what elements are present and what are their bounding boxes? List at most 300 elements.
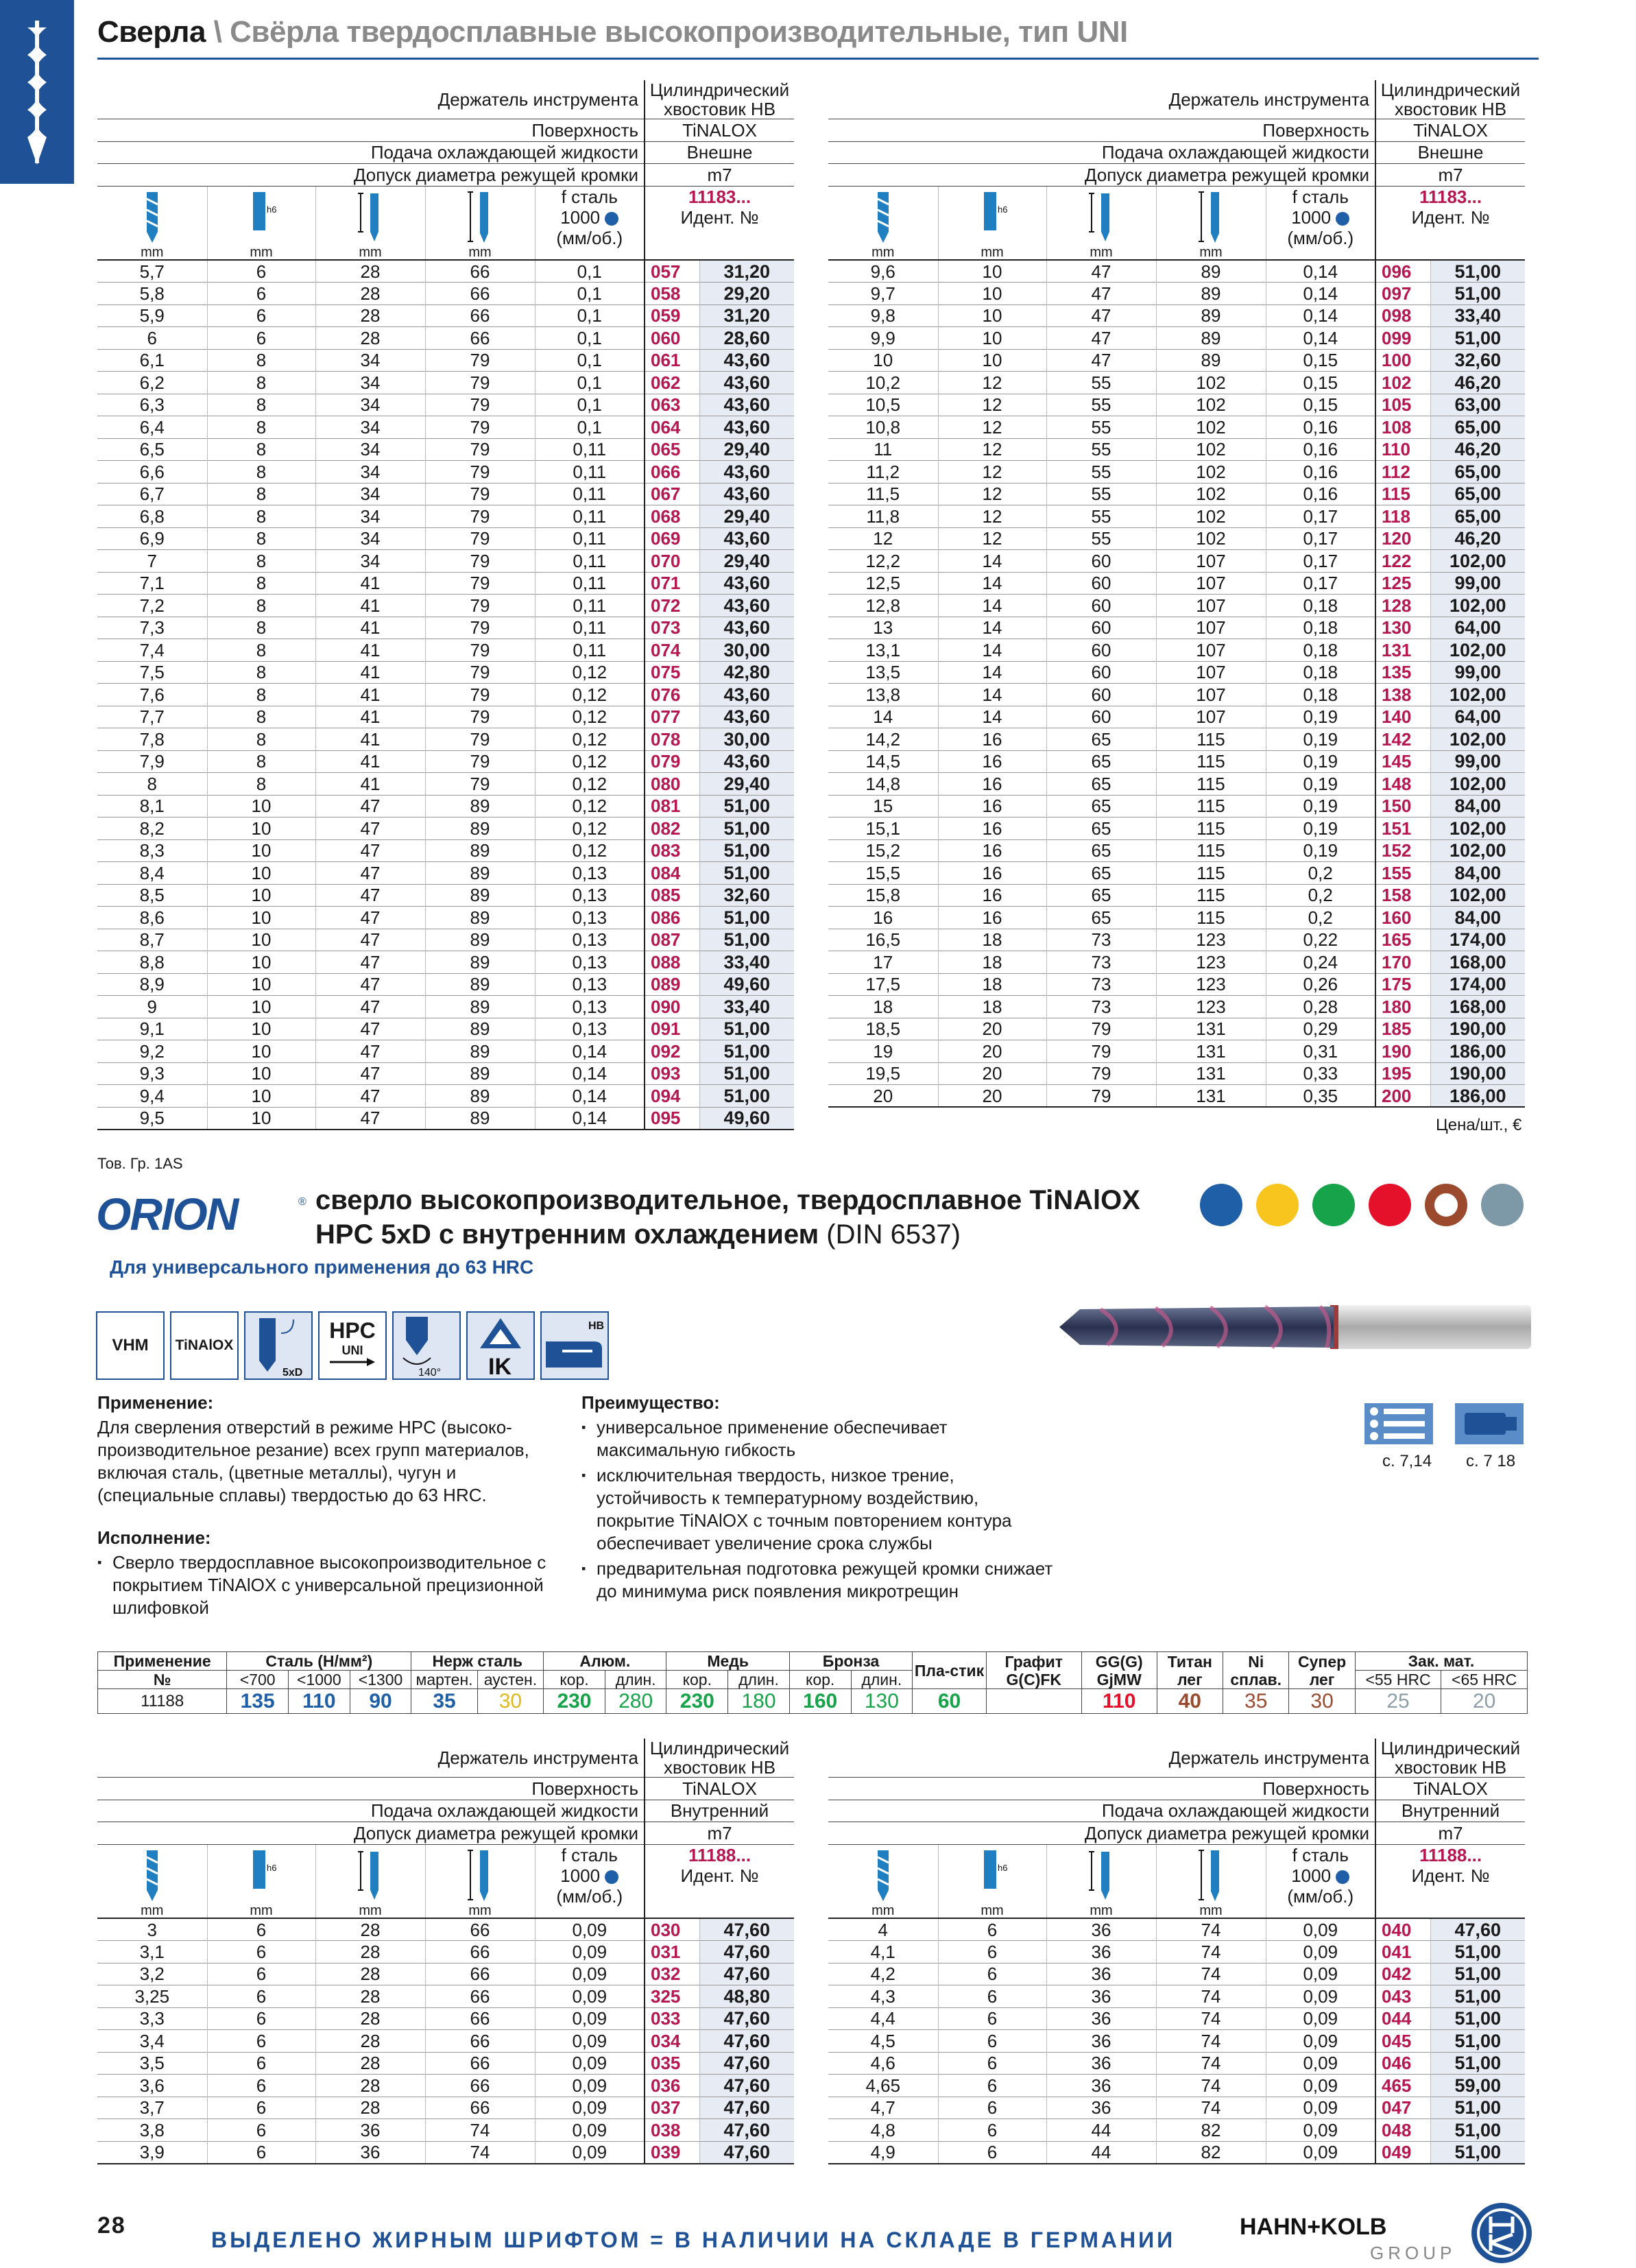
article-code: 059 bbox=[645, 305, 699, 327]
table-row bbox=[828, 706, 1525, 728]
mat-h-alu: Алюм. bbox=[544, 1652, 666, 1671]
cell: 8,6 bbox=[97, 907, 207, 929]
cell: 47 bbox=[1046, 260, 1156, 283]
article-code: 094 bbox=[645, 1085, 699, 1108]
mat-val: 110 bbox=[288, 1689, 350, 1714]
cell: 0,18 bbox=[1266, 617, 1375, 639]
unit-mm: mm bbox=[468, 1903, 492, 1918]
hb-shank-icon bbox=[540, 1311, 609, 1380]
cell: 15 bbox=[828, 795, 938, 817]
cell: 10 bbox=[207, 862, 315, 885]
cell: 7,5 bbox=[97, 661, 207, 684]
article-code: 135 bbox=[1375, 661, 1430, 684]
article-code: 165 bbox=[1375, 929, 1430, 951]
product-table bbox=[97, 80, 794, 1130]
table-row bbox=[828, 728, 1525, 751]
article-code: 105 bbox=[1375, 394, 1430, 416]
cell: 28 bbox=[315, 2075, 425, 2097]
total-length-icon bbox=[1156, 1844, 1266, 1918]
table-row bbox=[828, 661, 1525, 684]
cell: 8 bbox=[207, 639, 315, 662]
cell: 0,19 bbox=[1266, 773, 1375, 796]
article-code: 063 bbox=[645, 394, 699, 416]
cell: 55 bbox=[1046, 505, 1156, 528]
cell: 0,13 bbox=[535, 973, 645, 996]
cell: 14 bbox=[938, 639, 1046, 662]
cell: 0,22 bbox=[1266, 929, 1375, 951]
ident-header: 11188... Идент. № bbox=[645, 1844, 794, 1918]
table-row bbox=[828, 1918, 1525, 1941]
cell: 0,11 bbox=[535, 617, 645, 639]
spec-value: Цилиндрический хвостовик HB bbox=[1375, 80, 1525, 119]
cell: 82 bbox=[1156, 2119, 1266, 2142]
cell: 8 bbox=[207, 572, 315, 595]
price: 51,00 bbox=[699, 907, 794, 929]
mat-h-titanium: Титан лег bbox=[1157, 1652, 1223, 1689]
cell: 47 bbox=[315, 1062, 425, 1085]
cell: 60 bbox=[1046, 684, 1156, 706]
cell: 66 bbox=[425, 2052, 535, 2075]
mat-val: 135 bbox=[227, 1689, 289, 1714]
cell: 0,12 bbox=[535, 728, 645, 751]
cell: 115 bbox=[1156, 884, 1266, 907]
cell: 28 bbox=[315, 2030, 425, 2053]
price: 190,00 bbox=[1430, 1018, 1525, 1040]
cell: 34 bbox=[315, 349, 425, 372]
table-row bbox=[828, 372, 1525, 394]
feed-header: f сталь 1000 (мм/об.) bbox=[535, 186, 645, 260]
cell: 123 bbox=[1156, 996, 1266, 1018]
article-code: 089 bbox=[645, 973, 699, 996]
cell: 0,29 bbox=[1266, 1018, 1375, 1040]
cell: 47 bbox=[315, 884, 425, 907]
cell: 6 bbox=[207, 2141, 315, 2164]
price: 46,20 bbox=[1430, 527, 1525, 550]
mat-sub: <65 HRC bbox=[1441, 1671, 1528, 1689]
article-code: 057 bbox=[645, 260, 699, 283]
article-code: 090 bbox=[645, 996, 699, 1018]
mat-val: 25 bbox=[1355, 1689, 1441, 1714]
table-row bbox=[828, 884, 1525, 907]
cell: 0,19 bbox=[1266, 750, 1375, 773]
article-code: 086 bbox=[645, 907, 699, 929]
cell: 41 bbox=[315, 728, 425, 751]
cell: 89 bbox=[425, 1018, 535, 1040]
cell: 115 bbox=[1156, 817, 1266, 840]
cell: 6 bbox=[207, 2119, 315, 2142]
cell: 12 bbox=[938, 372, 1046, 394]
price: 47,60 bbox=[699, 2052, 794, 2075]
cell: 74 bbox=[1156, 2052, 1266, 2075]
price: 102,00 bbox=[1430, 595, 1525, 617]
article-code: 095 bbox=[645, 1107, 699, 1130]
price: 43,60 bbox=[699, 483, 794, 505]
cell: 115 bbox=[1156, 728, 1266, 751]
advantage-bullet: ▪ предварительная подготовка режущей кромки снижает до минимума риск появления микротрещин bbox=[581, 1557, 1061, 1603]
cell: 0,09 bbox=[535, 2097, 645, 2119]
shank-diameter-icon bbox=[207, 186, 315, 260]
table-row bbox=[828, 394, 1525, 416]
price: 43,60 bbox=[699, 750, 794, 773]
cell: 8 bbox=[207, 349, 315, 372]
cell: 123 bbox=[1156, 929, 1266, 951]
cell: 44 bbox=[1046, 2119, 1156, 2142]
cell: 74 bbox=[1156, 2097, 1266, 2119]
cell: 18,5 bbox=[828, 1018, 938, 1040]
cell: 8 bbox=[207, 617, 315, 639]
drill-diameter-icon bbox=[828, 1844, 938, 1918]
price: 42,80 bbox=[699, 661, 794, 684]
cell: 7,4 bbox=[97, 639, 207, 662]
cell: 12,5 bbox=[828, 572, 938, 595]
cell: 44 bbox=[1046, 2141, 1156, 2164]
cell: 47 bbox=[315, 1107, 425, 1130]
unit-mm: mm bbox=[468, 245, 492, 260]
mat-sub: кор. bbox=[789, 1671, 851, 1689]
table-row bbox=[97, 817, 794, 840]
mat-h-steel: Сталь (Н/мм²) bbox=[227, 1652, 411, 1671]
cell: 6,1 bbox=[97, 349, 207, 372]
spec-label: Держатель инструмента bbox=[97, 80, 645, 119]
cell: 0,1 bbox=[535, 327, 645, 350]
table-row bbox=[828, 505, 1525, 528]
table-row bbox=[97, 639, 794, 662]
price: 168,00 bbox=[1430, 996, 1525, 1018]
mat-val: 30 bbox=[1289, 1689, 1355, 1714]
article-code: 122 bbox=[1375, 550, 1430, 573]
table-row bbox=[97, 1040, 794, 1063]
price: 190,00 bbox=[1430, 1062, 1525, 1085]
table-row bbox=[828, 639, 1525, 662]
cell: 102 bbox=[1156, 483, 1266, 505]
ident-header: 11183... Идент. № bbox=[645, 186, 794, 260]
price: 47,60 bbox=[699, 2119, 794, 2142]
mat-sub: длин. bbox=[851, 1671, 913, 1689]
cell: 10 bbox=[207, 1085, 315, 1108]
article-code: 150 bbox=[1375, 795, 1430, 817]
hahn-kolb-logo bbox=[1240, 2201, 1535, 2268]
unit-mm: mm bbox=[1090, 1903, 1113, 1918]
mat-sub: длин. bbox=[728, 1671, 790, 1689]
cell: 14,5 bbox=[828, 750, 938, 773]
cell: 0,09 bbox=[535, 2007, 645, 2030]
cell: 4,6 bbox=[828, 2052, 938, 2075]
article-code: 047 bbox=[1375, 2097, 1430, 2119]
cell: 65 bbox=[1046, 773, 1156, 796]
cell: 102 bbox=[1156, 372, 1266, 394]
cell: 60 bbox=[1046, 661, 1156, 684]
unit-mm: mm bbox=[1090, 245, 1113, 260]
cell: 0,13 bbox=[535, 907, 645, 929]
svg-text:140°: 140° bbox=[418, 1367, 442, 1378]
cell: 102 bbox=[1156, 527, 1266, 550]
article-code: 040 bbox=[1375, 1918, 1430, 1941]
mat-sub: <700 bbox=[227, 1671, 289, 1689]
cell: 34 bbox=[315, 483, 425, 505]
price: 65,00 bbox=[1430, 483, 1525, 505]
cell: 0,09 bbox=[535, 2119, 645, 2142]
cell: 89 bbox=[425, 996, 535, 1018]
table-row bbox=[97, 773, 794, 796]
cell: 0,09 bbox=[535, 1963, 645, 1985]
mat-val: 280 bbox=[605, 1689, 666, 1714]
price: 51,00 bbox=[699, 817, 794, 840]
cell: 65 bbox=[1046, 817, 1156, 840]
table-row bbox=[97, 617, 794, 639]
cell: 14 bbox=[938, 684, 1046, 706]
price: 47,60 bbox=[699, 2007, 794, 2030]
advantages-block bbox=[581, 1392, 1061, 1603]
cell: 0,12 bbox=[535, 661, 645, 684]
article-code: 037 bbox=[645, 2097, 699, 2119]
cell: 8,5 bbox=[97, 884, 207, 907]
cell: 12 bbox=[938, 416, 1046, 439]
cell: 9,4 bbox=[97, 1085, 207, 1108]
table-row bbox=[828, 2075, 1525, 2097]
price: 65,00 bbox=[1430, 416, 1525, 439]
cell: 9,6 bbox=[828, 260, 938, 283]
material-dot-castiron bbox=[1312, 1184, 1355, 1226]
cell: 8,2 bbox=[97, 817, 207, 840]
table-row bbox=[828, 416, 1525, 439]
ik-icon bbox=[466, 1311, 535, 1380]
application-text: Для сверления отверстий в режиме HPC (высоко-производительное резание) всех групп материалов, включая сталь, (цветные металлы), чугун и (специальные сплавы) твердостью до 63 HRC. bbox=[97, 1417, 529, 1505]
cell: 66 bbox=[425, 2030, 535, 2053]
article-code: 044 bbox=[1375, 2007, 1430, 2030]
cell: 0,09 bbox=[1266, 2075, 1375, 2097]
cell: 16 bbox=[938, 728, 1046, 751]
cell: 0,11 bbox=[535, 550, 645, 573]
cell: 6 bbox=[938, 2030, 1046, 2053]
table-row bbox=[97, 550, 794, 573]
cell: 6 bbox=[938, 2141, 1046, 2164]
article-code: 062 bbox=[645, 372, 699, 394]
cell: 47 bbox=[315, 951, 425, 974]
cell: 3,1 bbox=[97, 1941, 207, 1963]
cell: 10,2 bbox=[828, 372, 938, 394]
article-code: 465 bbox=[1375, 2075, 1430, 2097]
cell: 89 bbox=[425, 1107, 535, 1130]
cell: 10 bbox=[207, 839, 315, 862]
cell: 0,09 bbox=[535, 1918, 645, 1941]
price: 186,00 bbox=[1430, 1040, 1525, 1063]
table-row bbox=[97, 1918, 794, 1941]
cell: 89 bbox=[1156, 283, 1266, 305]
cell: 0,14 bbox=[535, 1062, 645, 1085]
cell: 8,9 bbox=[97, 973, 207, 996]
cell: 9,9 bbox=[828, 327, 938, 350]
table-row bbox=[97, 884, 794, 907]
price: 47,60 bbox=[699, 2141, 794, 2164]
cell: 0,14 bbox=[535, 1085, 645, 1108]
cell: 12 bbox=[938, 505, 1046, 528]
cell: 66 bbox=[425, 327, 535, 350]
article-code: 074 bbox=[645, 639, 699, 662]
price: 99,00 bbox=[1430, 661, 1525, 684]
cell: 8,4 bbox=[97, 862, 207, 885]
cell: 5,9 bbox=[97, 305, 207, 327]
cell: 73 bbox=[1046, 929, 1156, 951]
spec-value: Внутренний bbox=[645, 1800, 794, 1822]
cell: 14 bbox=[938, 550, 1046, 573]
price: 43,60 bbox=[699, 684, 794, 706]
cell: 0,33 bbox=[1266, 1062, 1375, 1085]
cell: 3,25 bbox=[97, 1985, 207, 2008]
spec-label: Держатель инструмента bbox=[828, 1739, 1375, 1778]
cell: 0,13 bbox=[535, 996, 645, 1018]
cell: 0,17 bbox=[1266, 550, 1375, 573]
cell: 79 bbox=[425, 617, 535, 639]
cell: 4,4 bbox=[828, 2007, 938, 2030]
cell: 28 bbox=[315, 327, 425, 350]
table-row bbox=[97, 2030, 794, 2053]
cell: 0,09 bbox=[535, 2052, 645, 2075]
cell: 6 bbox=[207, 2097, 315, 2119]
page-ref-2: с. 7 18 bbox=[1466, 1452, 1516, 1470]
cell: 0,09 bbox=[1266, 2030, 1375, 2053]
cell: 102 bbox=[1156, 394, 1266, 416]
cell: 13 bbox=[828, 617, 938, 639]
table-row bbox=[97, 839, 794, 862]
unit-mm: mm bbox=[250, 245, 273, 260]
mat-val: 230 bbox=[544, 1689, 605, 1714]
cell: 14 bbox=[938, 595, 1046, 617]
cell: 6 bbox=[938, 1963, 1046, 1985]
mat-sub: длин. bbox=[605, 1671, 666, 1689]
mat-val: 230 bbox=[666, 1689, 728, 1714]
cell: 12 bbox=[938, 438, 1046, 461]
cell: 47 bbox=[315, 1085, 425, 1108]
cell: 107 bbox=[1156, 706, 1266, 728]
cell: 0,11 bbox=[535, 483, 645, 505]
article-code: 081 bbox=[645, 795, 699, 817]
article-code: 138 bbox=[1375, 684, 1430, 706]
article-code: 075 bbox=[645, 661, 699, 684]
article-code: 145 bbox=[1375, 750, 1430, 773]
cell: 6,7 bbox=[97, 483, 207, 505]
cell: 0,09 bbox=[1266, 1985, 1375, 2008]
article-code: 041 bbox=[1375, 1941, 1430, 1963]
section-side-tab bbox=[0, 0, 74, 184]
cell: 79 bbox=[425, 661, 535, 684]
cell: 0,12 bbox=[535, 750, 645, 773]
cell: 3,2 bbox=[97, 1963, 207, 1985]
cell: 47 bbox=[315, 1018, 425, 1040]
feed-header: f сталь 1000 (мм/об.) bbox=[535, 1844, 645, 1918]
cell: 10 bbox=[207, 951, 315, 974]
cell: 10 bbox=[938, 260, 1046, 283]
price: 43,60 bbox=[699, 416, 794, 439]
cell: 8 bbox=[207, 595, 315, 617]
article-code: 140 bbox=[1375, 706, 1430, 728]
cell: 66 bbox=[425, 1941, 535, 1963]
table-row bbox=[828, 327, 1525, 350]
mat-val: 35 bbox=[1223, 1689, 1289, 1714]
cell: 0,09 bbox=[1266, 1963, 1375, 1985]
article-code: 083 bbox=[645, 839, 699, 862]
mat-val: 35 bbox=[411, 1689, 477, 1714]
cell: 6 bbox=[207, 2030, 315, 2053]
cell: 74 bbox=[1156, 1963, 1266, 1985]
table-row bbox=[97, 996, 794, 1018]
cell: 65 bbox=[1046, 862, 1156, 885]
product-title bbox=[315, 1183, 1140, 1252]
cell: 6 bbox=[97, 327, 207, 350]
article-code: 097 bbox=[1375, 283, 1430, 305]
cell: 10 bbox=[938, 349, 1046, 372]
header-title: Свёрла твердосплавные высокопроизводительные, тип UNI bbox=[230, 15, 1128, 49]
cell: 10 bbox=[207, 907, 315, 929]
cell: 0,13 bbox=[535, 951, 645, 974]
cell: 0,09 bbox=[1266, 2119, 1375, 2142]
price: 102,00 bbox=[1430, 839, 1525, 862]
cell: 34 bbox=[315, 372, 425, 394]
price: 64,00 bbox=[1430, 617, 1525, 639]
mat-val: 180 bbox=[728, 1689, 790, 1714]
table-row bbox=[828, 862, 1525, 885]
cell: 66 bbox=[425, 2007, 535, 2030]
cell: 16 bbox=[938, 795, 1046, 817]
cell: 3,9 bbox=[97, 2141, 207, 2164]
table-row bbox=[97, 327, 794, 350]
spec-label: Допуск диаметра режущей кромки bbox=[97, 1822, 645, 1845]
cell: 65 bbox=[1046, 839, 1156, 862]
cell: 0,18 bbox=[1266, 595, 1375, 617]
cell: 14 bbox=[828, 706, 938, 728]
price-note: Цена/шт., € bbox=[1436, 1116, 1522, 1134]
spec-value: TiNALOX bbox=[1375, 1778, 1525, 1800]
cell: 8 bbox=[207, 461, 315, 484]
spec-value: TiNALOX bbox=[1375, 119, 1525, 142]
cell: 4,7 bbox=[828, 2097, 938, 2119]
table-row bbox=[97, 1941, 794, 1963]
cell: 74 bbox=[1156, 1941, 1266, 1963]
cell: 34 bbox=[315, 527, 425, 550]
cell: 10,5 bbox=[828, 394, 938, 416]
cell: 89 bbox=[425, 884, 535, 907]
ident-header: 11188... Идент. № bbox=[1375, 1844, 1525, 1918]
article-code: 158 bbox=[1375, 884, 1430, 907]
cell: 13,1 bbox=[828, 639, 938, 662]
spec-label: Поверхность bbox=[828, 1778, 1375, 1800]
table-row bbox=[828, 1040, 1525, 1063]
table-row bbox=[97, 349, 794, 372]
cell: 8 bbox=[207, 394, 315, 416]
article-code: 042 bbox=[1375, 1963, 1430, 1985]
price: 49,60 bbox=[699, 973, 794, 996]
price: 33,40 bbox=[699, 996, 794, 1018]
cell: 41 bbox=[315, 661, 425, 684]
cell: 0,15 bbox=[1266, 394, 1375, 416]
spec-label: Подача охлаждающей жидкости bbox=[97, 141, 645, 164]
table-row bbox=[828, 1018, 1525, 1040]
cell: 3 bbox=[97, 1918, 207, 1941]
cell: 18 bbox=[938, 951, 1046, 974]
cell: 107 bbox=[1156, 639, 1266, 662]
cell: 6 bbox=[207, 283, 315, 305]
article-code: 066 bbox=[645, 461, 699, 484]
price: 43,60 bbox=[699, 372, 794, 394]
cell: 0,1 bbox=[535, 349, 645, 372]
price: 51,00 bbox=[1430, 260, 1525, 283]
spec-label: Допуск диаметра режущей кромки bbox=[828, 1822, 1375, 1845]
price: 43,60 bbox=[699, 706, 794, 728]
cell: 47 bbox=[315, 795, 425, 817]
table-row bbox=[828, 483, 1525, 505]
cell: 0,18 bbox=[1266, 661, 1375, 684]
table-row bbox=[97, 929, 794, 951]
shank-diameter-icon bbox=[938, 1844, 1046, 1918]
